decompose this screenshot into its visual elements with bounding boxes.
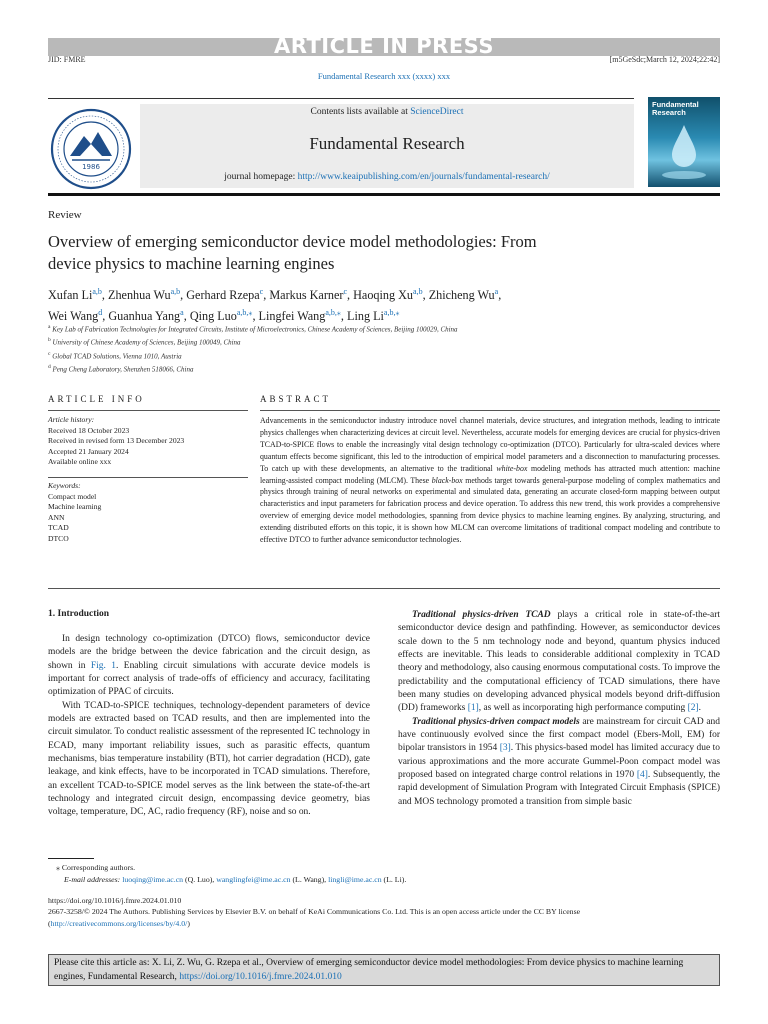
footnote-rule	[48, 858, 94, 859]
compact-text-a: are mainstream for circuit CAD and have continuously evolved since the first compact model (Ebers-Moll, EM) for bipolar transistors in 1954	[398, 716, 720, 754]
sciencedirect-link[interactable]: ScienceDirect	[410, 107, 464, 117]
keyword-list	[48, 492, 248, 545]
corresponding-note: ⁎ Corresponding authors.	[56, 863, 136, 872]
author-separator: ,	[263, 288, 270, 303]
license-link[interactable]: http://creativecommons.org/licenses/by/4.0/	[50, 919, 188, 928]
email-note	[64, 874, 406, 885]
author-name[interactable]: Xufan Li	[48, 288, 93, 303]
introduction-heading: 1. Introduction	[48, 609, 110, 619]
homepage-link[interactable]: http://www.keaipublishing.com/en/journals/fundamental-research/	[297, 172, 550, 182]
compact-text-c: . Subsequently, the rapid development of Simulation Program with Integrated Circuit Emphasis (SPICE) and MOS technology promoted a transition from simple basic	[398, 770, 720, 807]
fig1-link[interactable]: Fig. 1	[90, 660, 116, 671]
author-separator: ,	[498, 288, 502, 303]
water-drop-icon	[648, 97, 720, 187]
keyword-item: ANN	[48, 512, 65, 522]
author-name[interactable]: Wei Wang	[48, 309, 99, 324]
nsfc-logo-icon	[50, 108, 132, 190]
version-stamp: [m5GeSdc;March 12, 2024;22:42]	[609, 55, 720, 64]
jid-label: JID: FMRE	[48, 55, 86, 64]
keyword-item: TCAD	[48, 523, 69, 532]
contents-line	[140, 107, 634, 117]
affiliation-mark: d	[48, 363, 51, 370]
author-name[interactable]: Lingfei Wang	[258, 309, 326, 324]
citation-text: Please cite this article as: X. Li, Z. Wu, G. Rzepa et al., Overview of emerging semiconductor device model methodologies: From device physics to machine learning engines, Fundamental Research,	[54, 958, 684, 982]
abstract-text	[260, 415, 720, 546]
journal-homepage	[140, 172, 634, 182]
affiliation-text: Peng Cheng Laboratory, Shenzhen 518066, China	[52, 365, 194, 374]
journal-reference[interactable]: Fundamental Research xxx (xxxx) xxx	[317, 71, 451, 81]
keywords-label: Keywords:	[48, 481, 81, 490]
author-name[interactable]: Guanhua Yang	[108, 309, 181, 324]
keyword-item: Compact model	[48, 491, 97, 501]
history-item: Received in revised form 13 December 2023	[48, 436, 185, 445]
author-affiliation-mark[interactable]: d	[98, 308, 103, 318]
author-affiliation-mark[interactable]: a,b	[170, 287, 181, 296]
author-name[interactable]: Zhenhua Wu	[108, 288, 171, 303]
author-separator: ,	[102, 309, 109, 324]
license-text-b: )	[187, 919, 190, 928]
affiliation-list	[48, 322, 720, 375]
affiliation-text: University of Chinese Academy of Sciences, Beijing 100049, China	[52, 338, 241, 347]
license-note	[48, 906, 720, 930]
affiliation-item	[48, 349, 720, 362]
author-affiliation-mark[interactable]: a	[180, 308, 184, 318]
homepage-prefix: journal homepage:	[224, 172, 298, 182]
keywords-rule	[48, 477, 248, 478]
journal-name: Fundamental Research	[309, 134, 465, 153]
compact-model-lead: Traditional physics-driven compact models	[412, 716, 580, 727]
citation-box	[48, 954, 720, 986]
intro-p1-a: In design technology co-optimization (DTCO) flows, semiconductor device models are the bridge between the device fabrication and the circuit design, as shown in	[48, 634, 370, 671]
author-name[interactable]: Ling Li	[347, 309, 384, 324]
author-name[interactable]: Haoqing Xu	[353, 288, 414, 303]
intro-paragraph-1	[48, 633, 370, 700]
author-affiliation-mark[interactable]: c	[259, 287, 264, 296]
article-info-heading: ARTICLE INFO	[48, 394, 145, 404]
affiliation-item	[48, 362, 720, 375]
author-separator: ,	[180, 288, 187, 303]
author-separator: ,	[101, 288, 108, 303]
ref-1-link[interactable]: [1]	[467, 703, 479, 714]
abstract-bottom-rule	[48, 588, 720, 589]
tcad-text-a: plays a critical role in state-of-the-art semiconductor device design and pathfinding. However, as semiconductor devices scale down to the 5 nm technology node and beyond, quantum physics induced effects are inevitable. This leads to considerable additional complexity in TCAD theory and methodology, also causing enormous computational costs. To improve the predictability and the computational efficiency of TCAD simulations, there have been many studies on developing advanced physical models beyond drift-diffusion (DD) frameworks	[398, 610, 720, 714]
abstract-rule	[260, 410, 720, 411]
affiliation-mark: c	[48, 350, 51, 357]
article-history	[48, 415, 248, 468]
author-separator: ,	[252, 309, 259, 324]
header-bottom-rule	[48, 193, 720, 196]
email-who-3: (L. Li).	[381, 875, 407, 884]
title-line-1: Overview of emerging semiconductor device model methodologies: From	[48, 232, 537, 251]
tcad-text-b: , as well as incorporating high performance computing	[478, 703, 688, 714]
author-name[interactable]: Zhicheng Wu	[428, 288, 495, 303]
tcad-paragraph	[398, 609, 720, 716]
title-line-2: device physics to machine learning engines	[48, 254, 335, 273]
abstract-heading: ABSTRACT	[260, 394, 332, 404]
email-label: E-mail addresses:	[64, 875, 121, 884]
affiliation-mark: a	[48, 324, 51, 330]
history-item: Accepted 21 January 2024	[48, 446, 129, 456]
abstract-black-box: black-box	[431, 475, 463, 485]
journal-cover-image	[648, 97, 720, 187]
author-affiliation-mark[interactable]: a,b,⁎	[325, 308, 341, 318]
cover-title-line-1: Fundamental	[652, 100, 699, 109]
license-text-a: 2667-3258/© 2024 The Authors. Publishing Services by Elsevier B.V. on behalf of KeAi Communications Co. Ltd. This is an open access article under the CC BY license (	[48, 907, 581, 928]
intro-paragraph-2: With TCAD-to-SPICE techniques, technology-dependent parameters of device models are extracted based on TCAD results, and then are implemented into the circuit simulator. To conduct realistic assessment of the represented IC technology in ECAD, many important reliability issues, such as parasitic effects, quantum mechanisms, bias temperature instability (BTI), hot carrier degradation (HCD), gate leakage, and kink effects, have to be incorporated in TCAD simulations. Therefore, an excellent TCAD-to-SPICE model serves as the link between the state-of-the-art technology and integrated circuit design, encompassing device geometry, bias voltage, temperature, DC, AC, radio frequency (RF), noise and so on.	[48, 700, 370, 818]
author-name[interactable]: Gerhard Rzepa	[186, 288, 260, 303]
author-affiliation-mark[interactable]: a,b,⁎	[236, 308, 253, 318]
logo-year: 1986	[82, 163, 100, 171]
author-affiliation-mark[interactable]: a,b	[413, 287, 423, 296]
article-in-press-label: ARTICLE IN PRESS	[274, 34, 494, 58]
keywords	[48, 481, 248, 544]
history-list	[48, 426, 248, 468]
article-type: Review	[48, 209, 82, 221]
corresponding-text: Corresponding authors.	[61, 863, 136, 872]
history-item: Received 18 October 2023	[48, 425, 130, 435]
tcad-lead: Traditional physics-driven TCAD	[412, 610, 551, 620]
ref-3-link[interactable]: [3]	[499, 743, 511, 754]
author-separator: ,	[183, 309, 190, 324]
abstract-part-1: Advancements in the semiconductor industry introduce novel channel materials, device structures, and integration methods, leading to intricate physics challenges when characterizing devices at circuit level. Nevertheless, accurate models for emerging devices are crucial for physics-driven TCAD-to-SPICE flows to enable the increasingly vital design technology co-optimization (DTCO). Particularly for ultra-scaled devices where quantum effects become significant, this led to the introduction of empirical model parameters and a disconnection to manufacturing processes. To catch up with these developments, an alternative to the traditional	[260, 416, 720, 473]
affiliation-item	[48, 322, 720, 335]
article-title	[48, 231, 648, 275]
author-affiliation-mark[interactable]: a,b	[92, 287, 102, 296]
author-name[interactable]: Markus Karner	[269, 288, 344, 303]
abstract-part-3: methods target towards general-purpose modeling of complex mathematics and physics through training of neural networks on experimental and simulated data, generating an accurate closed-form mapping between output characteristics and input parameters for fabrication process and device operation. To address this new trend, this work provides a comprehensive overview of emerging device model methodologies, spanning from device physics to machine learning engines. By analyzing, structuring, and extending distributed efforts on this topic, it is shown how MLCM can overcome limitations of traditional compact modeling and contribute to effective DTCO to further advance semiconductor technologies.	[260, 475, 720, 545]
citation-doi-link[interactable]: https://doi.org/10.1016/j.fmre.2024.01.010	[179, 971, 342, 982]
affiliation-item	[48, 335, 720, 348]
author-affiliation-mark[interactable]: c	[343, 287, 348, 296]
compact-text-b: . This physics-based model has limited accuracy due to various approximations and the more accurate Gummel-Poon compact model was proposed based on integrated charge control relations in 1970	[398, 743, 720, 781]
email-who-1: (Q. Luo),	[183, 875, 217, 884]
affiliation-mark: b	[48, 337, 51, 344]
contents-prefix: Contents lists available at	[310, 107, 411, 117]
author-separator: ,	[422, 288, 429, 303]
author-name[interactable]: Qing Luo	[189, 309, 237, 324]
history-item: Available online xxx	[48, 457, 112, 466]
author-separator: ,	[347, 288, 354, 303]
history-label: Article history:	[48, 415, 95, 424]
compact-model-paragraph	[398, 716, 720, 809]
doi-link[interactable]: https://doi.org/10.1016/j.fmre.2024.01.010	[48, 896, 182, 905]
keyword-item: DTCO	[48, 533, 69, 543]
author-line-1	[48, 283, 720, 304]
keyword-item: Machine learning	[48, 502, 102, 511]
ref-4-link[interactable]: [4]	[636, 770, 648, 781]
abstract-white-box: white-box	[496, 463, 528, 473]
body-left-column	[48, 633, 370, 820]
ref-2-link[interactable]: [2]	[687, 703, 699, 714]
email-link-wang[interactable]: wanglingfei@ime.ac.cn	[216, 875, 291, 884]
abstract-part-2: modeling methods has attracted much attention: machine learning-assisted compact modeling (MLCM). These	[260, 463, 720, 485]
author-affiliation-mark[interactable]: a,b,⁎	[383, 308, 400, 318]
author-affiliation-mark[interactable]: a	[494, 287, 499, 296]
author-separator: ,	[340, 309, 348, 324]
cover-title-line-2: Research	[652, 108, 686, 117]
email-link-li[interactable]: lingli@ime.ac.cn	[328, 875, 382, 884]
header-top-rule	[48, 98, 634, 99]
article-info-rule	[48, 410, 248, 411]
email-who-2: (L. Wang),	[290, 875, 329, 884]
body-right-column	[398, 609, 720, 809]
affiliation-text: Global TCAD Solutions, Vienna 1010, Austria	[52, 351, 182, 360]
author-list	[48, 283, 720, 325]
tcad-text-c: .	[698, 703, 701, 714]
affiliation-text: Key Lab of Fabrication Technologies for Integrated Circuits, Institute of Microelectronics, Chinese Academy of Sciences, Beijing 100029, China	[52, 325, 458, 334]
intro-p1-b: . Enabling circuit simulations with accurate device models is important for correct analysis of trade-offs of efficiency and accuracy, facilitating optimization of PPAC of circuits.	[48, 660, 370, 698]
email-link-luo[interactable]: luoqing@ime.ac.cn	[122, 875, 184, 884]
